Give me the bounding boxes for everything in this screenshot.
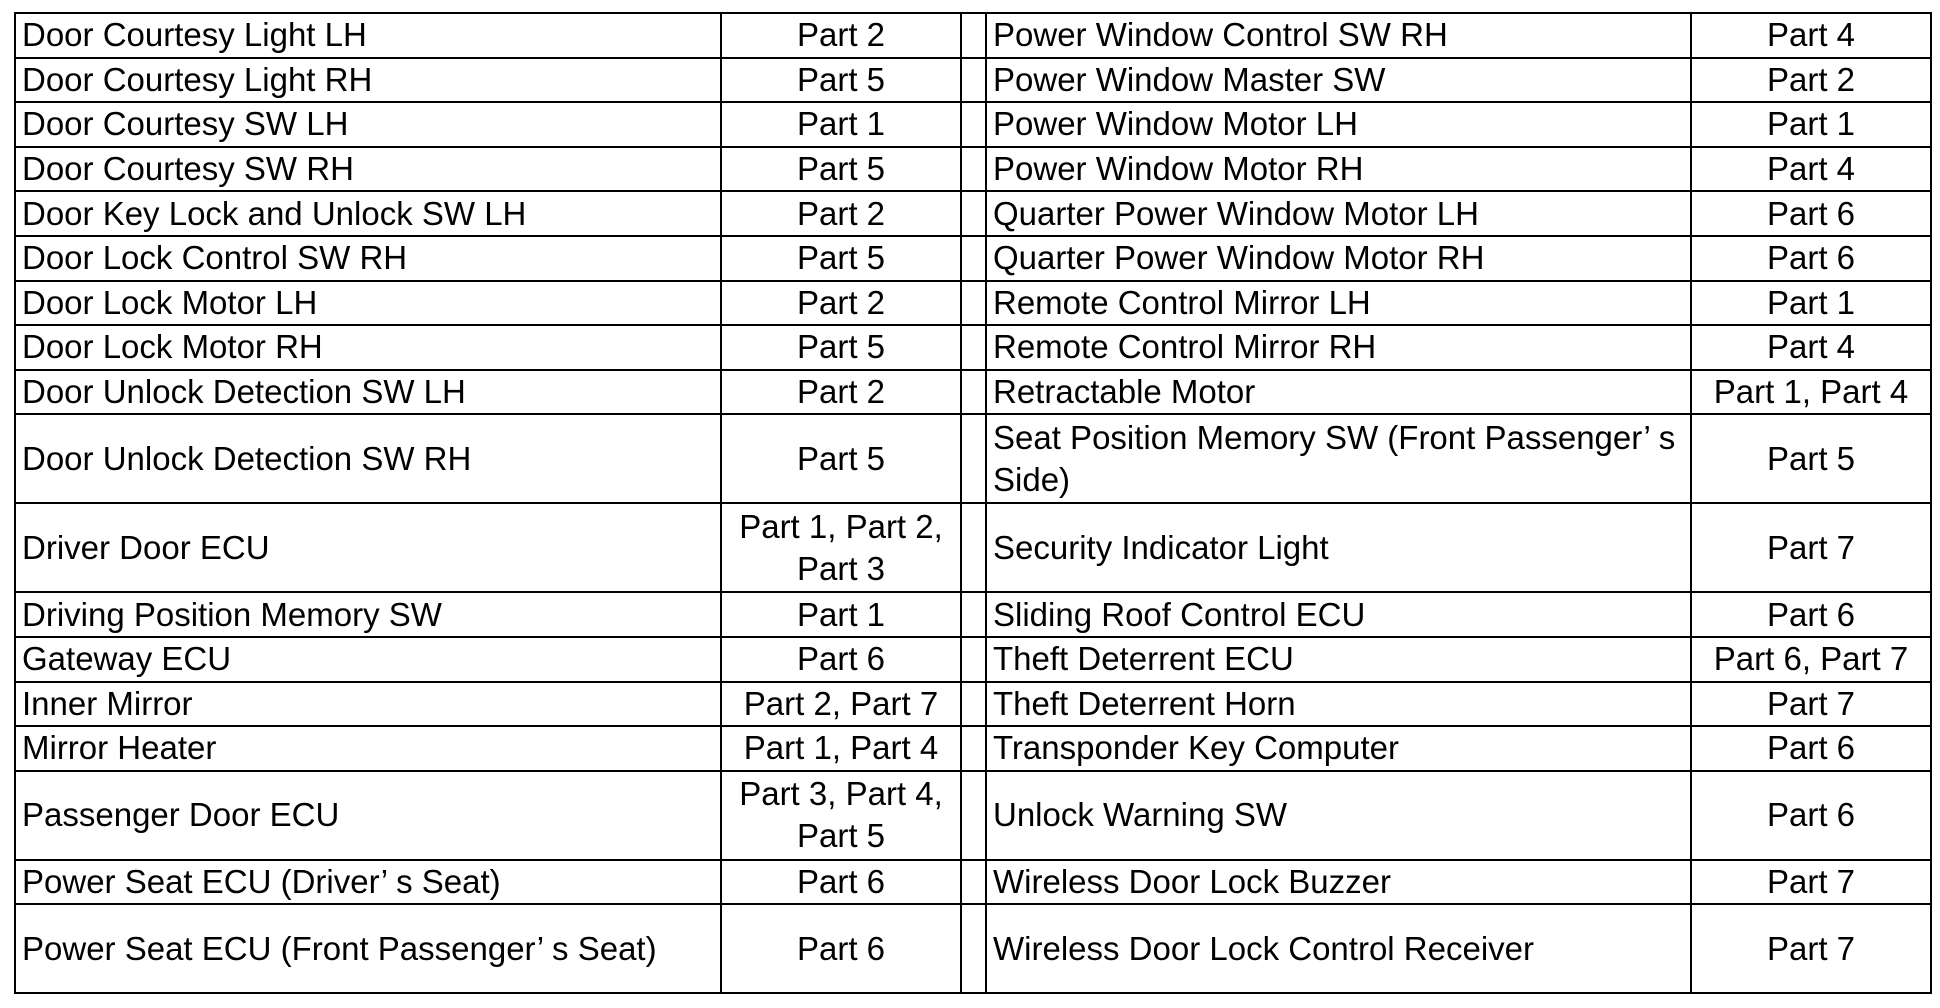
right-part-reference: Part 4 — [1691, 13, 1931, 58]
right-part-reference: Part 1, Part 4 — [1691, 370, 1931, 415]
table-row — [15, 592, 1931, 637]
table-row — [15, 682, 1931, 727]
table-row — [15, 637, 1931, 682]
left-component-name: Driving Position Memory SW — [15, 592, 721, 637]
right-part-reference: Part 7 — [1691, 904, 1931, 993]
left-part-reference: Part 2 — [721, 191, 961, 236]
right-part-reference: Part 4 — [1691, 325, 1931, 370]
column-divider — [961, 771, 986, 860]
left-part-reference: Part 6 — [721, 637, 961, 682]
left-part-reference: Part 3, Part 4, Part 5 — [721, 771, 961, 860]
table-row — [15, 281, 1931, 326]
left-component-name: Door Courtesy SW RH — [15, 147, 721, 192]
left-part-reference: Part 5 — [721, 414, 961, 503]
right-component-name: Theft Deterrent ECU — [986, 637, 1691, 682]
right-component-name: Retractable Motor — [986, 370, 1691, 415]
left-component-name: Door Unlock Detection SW RH — [15, 414, 721, 503]
table-body — [15, 13, 1931, 993]
right-part-reference: Part 5 — [1691, 414, 1931, 503]
right-component-name: Theft Deterrent Horn — [986, 682, 1691, 727]
left-component-name: Driver Door ECU — [15, 503, 721, 592]
left-part-reference: Part 5 — [721, 325, 961, 370]
left-part-reference: Part 2 — [721, 281, 961, 326]
right-component-name: Quarter Power Window Motor RH — [986, 236, 1691, 281]
left-part-reference: Part 1, Part 2, Part 3 — [721, 503, 961, 592]
table-row — [15, 904, 1931, 993]
table-row — [15, 414, 1931, 503]
left-part-reference: Part 6 — [721, 904, 961, 993]
column-divider — [961, 325, 986, 370]
left-part-reference: Part 5 — [721, 147, 961, 192]
left-component-name: Door Courtesy Light RH — [15, 58, 721, 103]
left-component-name: Power Seat ECU (Driver’ s Seat) — [15, 860, 721, 905]
left-part-reference: Part 2 — [721, 370, 961, 415]
left-part-reference: Part 2, Part 7 — [721, 682, 961, 727]
column-divider — [961, 13, 986, 58]
column-divider — [961, 58, 986, 103]
right-component-name: Power Window Motor LH — [986, 102, 1691, 147]
column-divider — [961, 147, 986, 192]
right-part-reference: Part 1 — [1691, 281, 1931, 326]
left-part-reference: Part 1, Part 4 — [721, 726, 961, 771]
column-divider — [961, 102, 986, 147]
table-row — [15, 236, 1931, 281]
right-component-name: Power Window Motor RH — [986, 147, 1691, 192]
right-part-reference: Part 2 — [1691, 58, 1931, 103]
column-divider — [961, 682, 986, 727]
column-divider — [961, 726, 986, 771]
table-row — [15, 147, 1931, 192]
left-component-name: Door Lock Motor LH — [15, 281, 721, 326]
right-component-name: Wireless Door Lock Control Receiver — [986, 904, 1691, 993]
right-part-reference: Part 6 — [1691, 592, 1931, 637]
right-component-name: Transponder Key Computer — [986, 726, 1691, 771]
right-part-reference: Part 4 — [1691, 147, 1931, 192]
column-divider — [961, 281, 986, 326]
right-component-name: Unlock Warning SW — [986, 771, 1691, 860]
table-row — [15, 191, 1931, 236]
left-part-reference: Part 5 — [721, 236, 961, 281]
right-component-name: Security Indicator Light — [986, 503, 1691, 592]
right-part-reference: Part 6 — [1691, 236, 1931, 281]
left-component-name: Door Courtesy SW LH — [15, 102, 721, 147]
right-part-reference: Part 6 — [1691, 771, 1931, 860]
right-part-reference: Part 6 — [1691, 191, 1931, 236]
right-component-name: Remote Control Mirror LH — [986, 281, 1691, 326]
left-component-name: Door Key Lock and Unlock SW LH — [15, 191, 721, 236]
column-divider — [961, 414, 986, 503]
column-divider — [961, 191, 986, 236]
left-part-reference: Part 2 — [721, 13, 961, 58]
right-part-reference: Part 7 — [1691, 503, 1931, 592]
table-row — [15, 771, 1931, 860]
right-part-reference: Part 7 — [1691, 682, 1931, 727]
left-part-reference: Part 6 — [721, 860, 961, 905]
right-component-name: Power Window Master SW — [986, 58, 1691, 103]
left-part-reference: Part 1 — [721, 592, 961, 637]
component-index-table — [14, 12, 1932, 994]
left-component-name: Inner Mirror — [15, 682, 721, 727]
left-component-name: Mirror Heater — [15, 726, 721, 771]
table-row — [15, 860, 1931, 905]
table-row — [15, 726, 1931, 771]
left-part-reference: Part 5 — [721, 58, 961, 103]
column-divider — [961, 370, 986, 415]
right-component-name: Quarter Power Window Motor LH — [986, 191, 1691, 236]
table-row — [15, 13, 1931, 58]
left-component-name: Door Lock Motor RH — [15, 325, 721, 370]
left-part-reference: Part 1 — [721, 102, 961, 147]
left-component-name: Passenger Door ECU — [15, 771, 721, 860]
table-row — [15, 370, 1931, 415]
table-row — [15, 102, 1931, 147]
column-divider — [961, 592, 986, 637]
column-divider — [961, 904, 986, 993]
right-component-name: Wireless Door Lock Buzzer — [986, 860, 1691, 905]
left-component-name: Power Seat ECU (Front Passenger’ s Seat) — [15, 904, 721, 993]
right-component-name: Remote Control Mirror RH — [986, 325, 1691, 370]
left-component-name: Door Lock Control SW RH — [15, 236, 721, 281]
left-component-name: Gateway ECU — [15, 637, 721, 682]
right-part-reference: Part 1 — [1691, 102, 1931, 147]
right-part-reference: Part 6 — [1691, 726, 1931, 771]
left-component-name: Door Courtesy Light LH — [15, 13, 721, 58]
right-component-name: Seat Position Memory SW (Front Passenger’ s Side) — [986, 414, 1691, 503]
column-divider — [961, 637, 986, 682]
table-row — [15, 503, 1931, 592]
right-component-name: Power Window Control SW RH — [986, 13, 1691, 58]
table-row — [15, 325, 1931, 370]
right-part-reference: Part 7 — [1691, 860, 1931, 905]
right-component-name: Sliding Roof Control ECU — [986, 592, 1691, 637]
column-divider — [961, 236, 986, 281]
left-component-name: Door Unlock Detection SW LH — [15, 370, 721, 415]
column-divider — [961, 860, 986, 905]
right-part-reference: Part 6, Part 7 — [1691, 637, 1931, 682]
column-divider — [961, 503, 986, 592]
table-row — [15, 58, 1931, 103]
